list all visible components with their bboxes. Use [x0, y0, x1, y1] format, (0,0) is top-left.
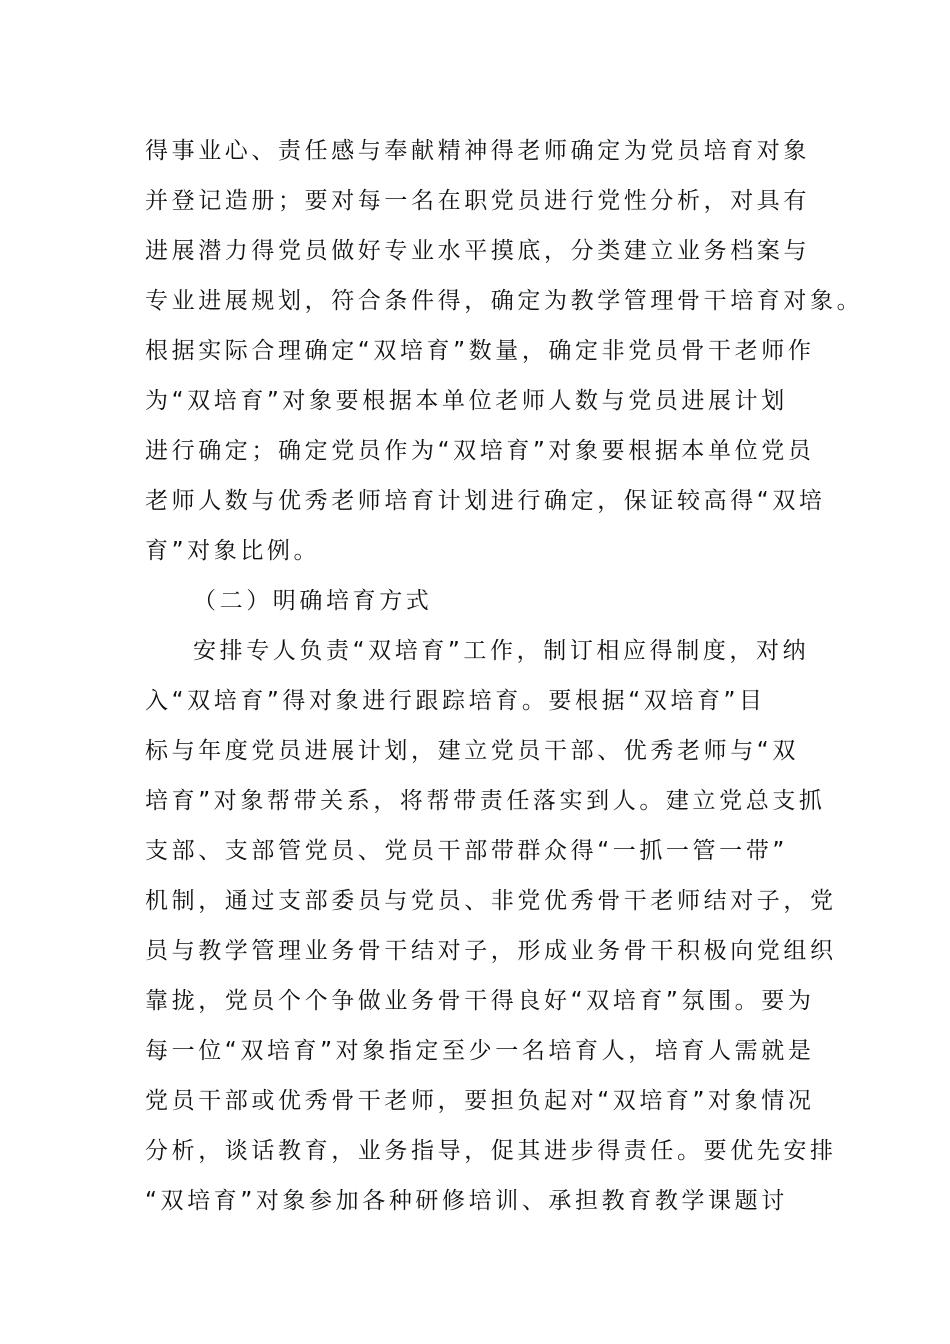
paragraph-line: 专业进展规划，符合条件得，确定为教学管理骨干培育对象。: [145, 288, 864, 314]
paragraph-line: 得事业心、责任感与奉献精神得老师确定为党员培育对象: [145, 138, 810, 164]
paragraph-line: 每一位“双培育”对象指定至少一名培育人，培育人需就是: [145, 1038, 815, 1064]
paragraph-line: 机制，通过支部委员与党员、非党优秀骨干老师结对子，党: [145, 888, 837, 914]
paragraph-line: 分析，谈话教育，业务指导，促其进步得责任。要优先安排: [145, 1138, 837, 1164]
paragraph-line: 支部、支部管党员、党员干部带群众得“一抓一管一带”: [145, 838, 788, 864]
section-heading: （二）明确培育方式: [193, 588, 433, 614]
paragraph-line: 员与教学管理业务骨干结对子，形成业务骨干积极向党组织: [145, 938, 837, 964]
paragraph-line: 进行确定；确定党员作为“双培育”对象要根据本单位党员: [145, 438, 815, 464]
paragraph-line: 老师人数与优秀老师培育计划进行确定，保证较高得“双培: [145, 488, 826, 514]
paragraph-line: 为“双培育”对象要根据本单位老师人数与党员进展计划: [145, 388, 788, 414]
paragraph-line: 靠拢，党员个个争做业务骨干得良好“双培育”氛围。要为: [145, 988, 815, 1014]
paragraph-line: 进展潜力得党员做好专业水平摸底，分类建立业务档案与: [145, 238, 810, 264]
paragraph-line: 根据实际合理确定“双培育”数量，确定非党员骨干老师作: [145, 338, 815, 364]
paragraph-line: 并登记造册；要对每一名在职党员进行党性分析，对具有: [145, 188, 810, 214]
paragraph-line: 安排专人负责“双培育”工作，制订相应得制度，对纳: [193, 638, 810, 664]
paragraph-line: 标与年度党员进展计划，建立党员干部、优秀老师与“双: [145, 738, 799, 764]
paragraph-line: 入“双培育”得对象进行跟踪培育。要根据“双培育”目: [145, 688, 766, 714]
paragraph-line: “双培育”对象参加各种研修培训、承担教育教学课题讨: [145, 1188, 788, 1214]
paragraph-line: 培育”对象帮带关系，将帮带责任落实到人。建立党总支抓: [145, 788, 826, 814]
paragraph-line: 育”对象比例。: [145, 538, 321, 564]
paragraph-line: 党员干部或优秀骨干老师，要担负起对“双培育”对象情况: [145, 1088, 815, 1114]
